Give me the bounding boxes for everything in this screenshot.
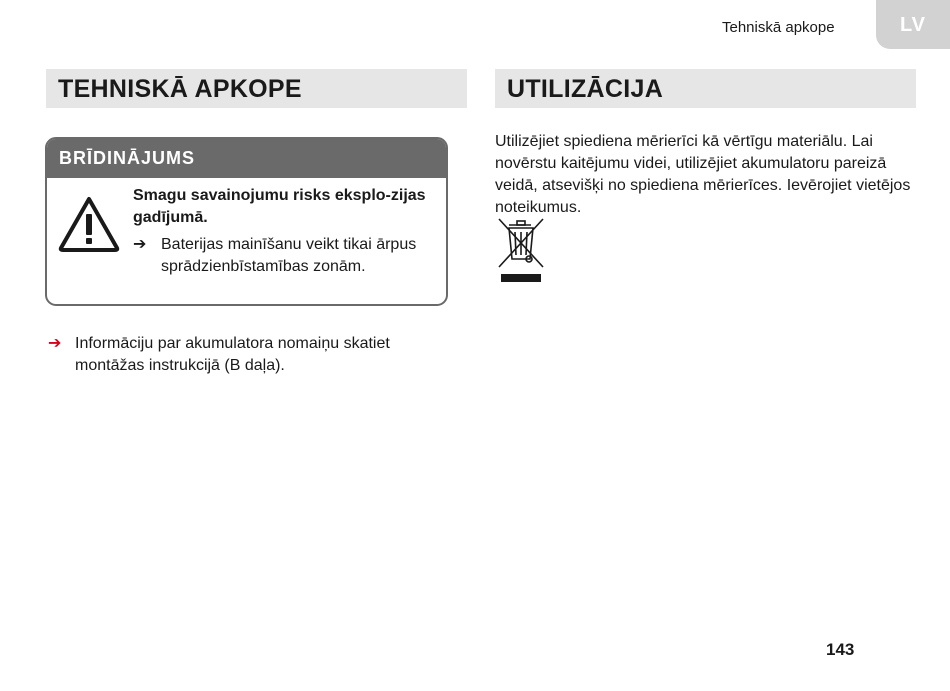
language-tab: LV: [876, 0, 950, 49]
warning-instruction-text: Baterijas mainīšanu veikt tikai ārpus sprādzienbīstamības zonām.: [161, 236, 417, 275]
warning-box: [45, 137, 448, 306]
maintenance-heading: TEHNISKĀ APKOPE: [46, 69, 467, 108]
red-arrow-icon: ➔: [48, 335, 62, 352]
disposal-paragraph: Utilizējiet spiediena mērierīci kā vērtīgu materiālu. Lai novērstu kaitējumu videi, utilizējiet akumulatoru pareizā veidā, atsevišķi no spiediena mērierīces. Ievērojiet vietējos noteikumus.: [495, 133, 911, 216]
warning-label: BRĪDINĀJUMS: [47, 139, 446, 178]
running-header: Tehniskā apkope: [722, 19, 835, 36]
page-number: 143: [826, 640, 855, 659]
battery-info-note: [48, 333, 458, 377]
arrow-icon: ➔: [133, 236, 147, 253]
disposal-heading: UTILIZĀCIJA: [495, 69, 916, 108]
warning-title: Smagu savainojumu risks eksplo-zijas gadījumā.: [133, 187, 426, 226]
warning-instruction: [133, 234, 433, 278]
battery-info-text: Informāciju par akumulatora nomaiņu skatiet montāžas instrukcijā (B daļa).: [75, 335, 390, 374]
crossed-out-wheelie-bin-icon: [497, 217, 545, 285]
warning-triangle-icon: [58, 196, 120, 252]
